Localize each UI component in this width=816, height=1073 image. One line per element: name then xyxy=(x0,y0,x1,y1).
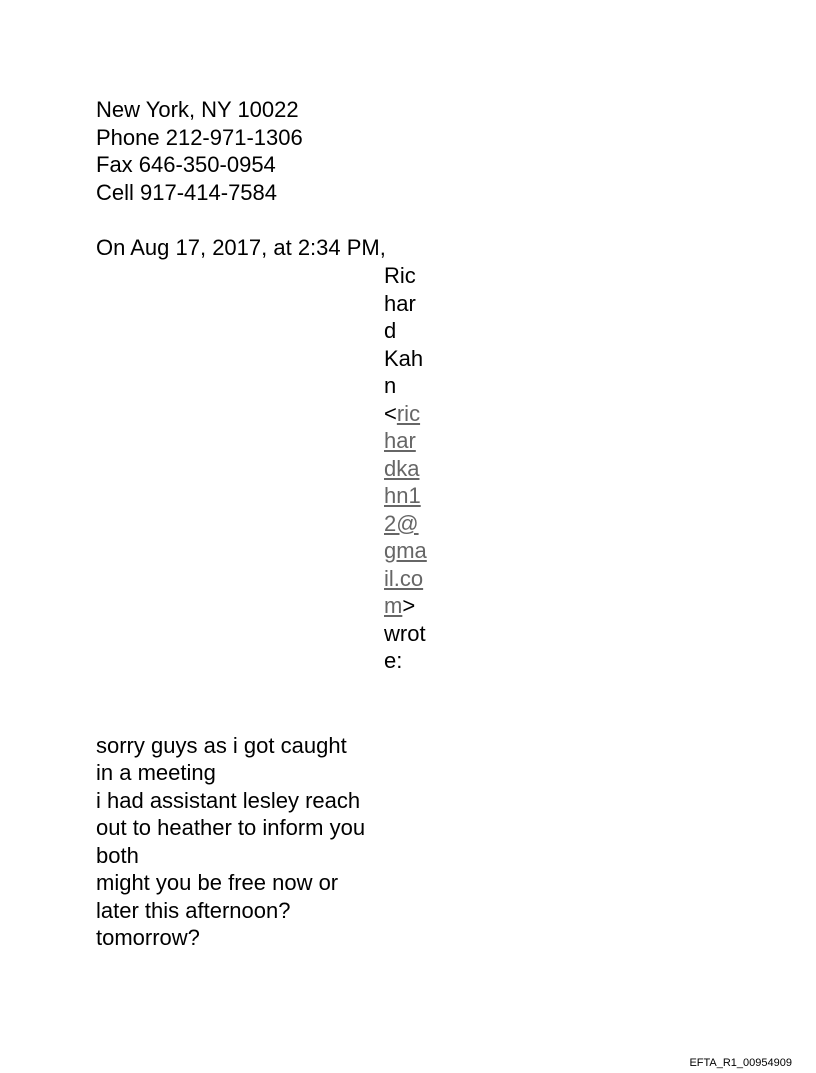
sender-email-link[interactable]: 2@ xyxy=(384,510,419,536)
message-line: in a meeting xyxy=(96,760,216,785)
sender-email-link[interactable]: gma xyxy=(384,538,427,563)
sender-name-segment: har xyxy=(384,290,416,316)
sender-email-link[interactable]: har xyxy=(384,428,416,453)
message-line: sorry guys as i got caught xyxy=(96,733,347,758)
message-line: might you be free now or xyxy=(96,870,339,895)
signature-phone: Phone 212-971-1306 xyxy=(96,125,303,150)
signature-fax: Fax 646-350-0954 xyxy=(96,152,276,177)
sender-email-link[interactable]: il.co xyxy=(384,565,424,591)
signature-cell: Cell 917-414-7584 xyxy=(96,180,278,205)
sender-email-line xyxy=(384,592,434,620)
message-line: both xyxy=(96,843,139,868)
document-id: EFTA_R1_00954909 xyxy=(689,1057,792,1069)
wrote-segment: e: xyxy=(384,648,403,673)
wrote-segment: wrot xyxy=(384,620,426,646)
message-line: later this afternoon? xyxy=(96,898,291,923)
sender-name-segment: n xyxy=(384,373,397,398)
sender-email-link[interactable]: dka xyxy=(384,455,420,481)
quote-intro: On Aug 17, 2017, at 2:34 PM, xyxy=(96,235,386,260)
sender-email-link[interactable]: m xyxy=(384,593,403,618)
email-open-bracket: < xyxy=(384,400,397,426)
sender-email-link[interactable]: ric xyxy=(396,400,421,426)
sender-name-segment: Kah xyxy=(384,345,424,371)
sender-name-segment: Ric xyxy=(384,263,416,288)
message-line: tomorrow? xyxy=(96,925,200,950)
signature-address: New York, NY 10022 xyxy=(96,97,299,122)
sender-email-link[interactable]: hn1 xyxy=(384,483,421,508)
quote-sender-column xyxy=(384,262,434,675)
sender-name-segment: d xyxy=(384,318,397,343)
message-line: out to heather to inform you xyxy=(96,815,366,840)
message-line: i had assistant lesley reach xyxy=(96,788,361,813)
sender-email-line xyxy=(384,400,434,428)
email-close-bracket: > xyxy=(402,593,416,618)
